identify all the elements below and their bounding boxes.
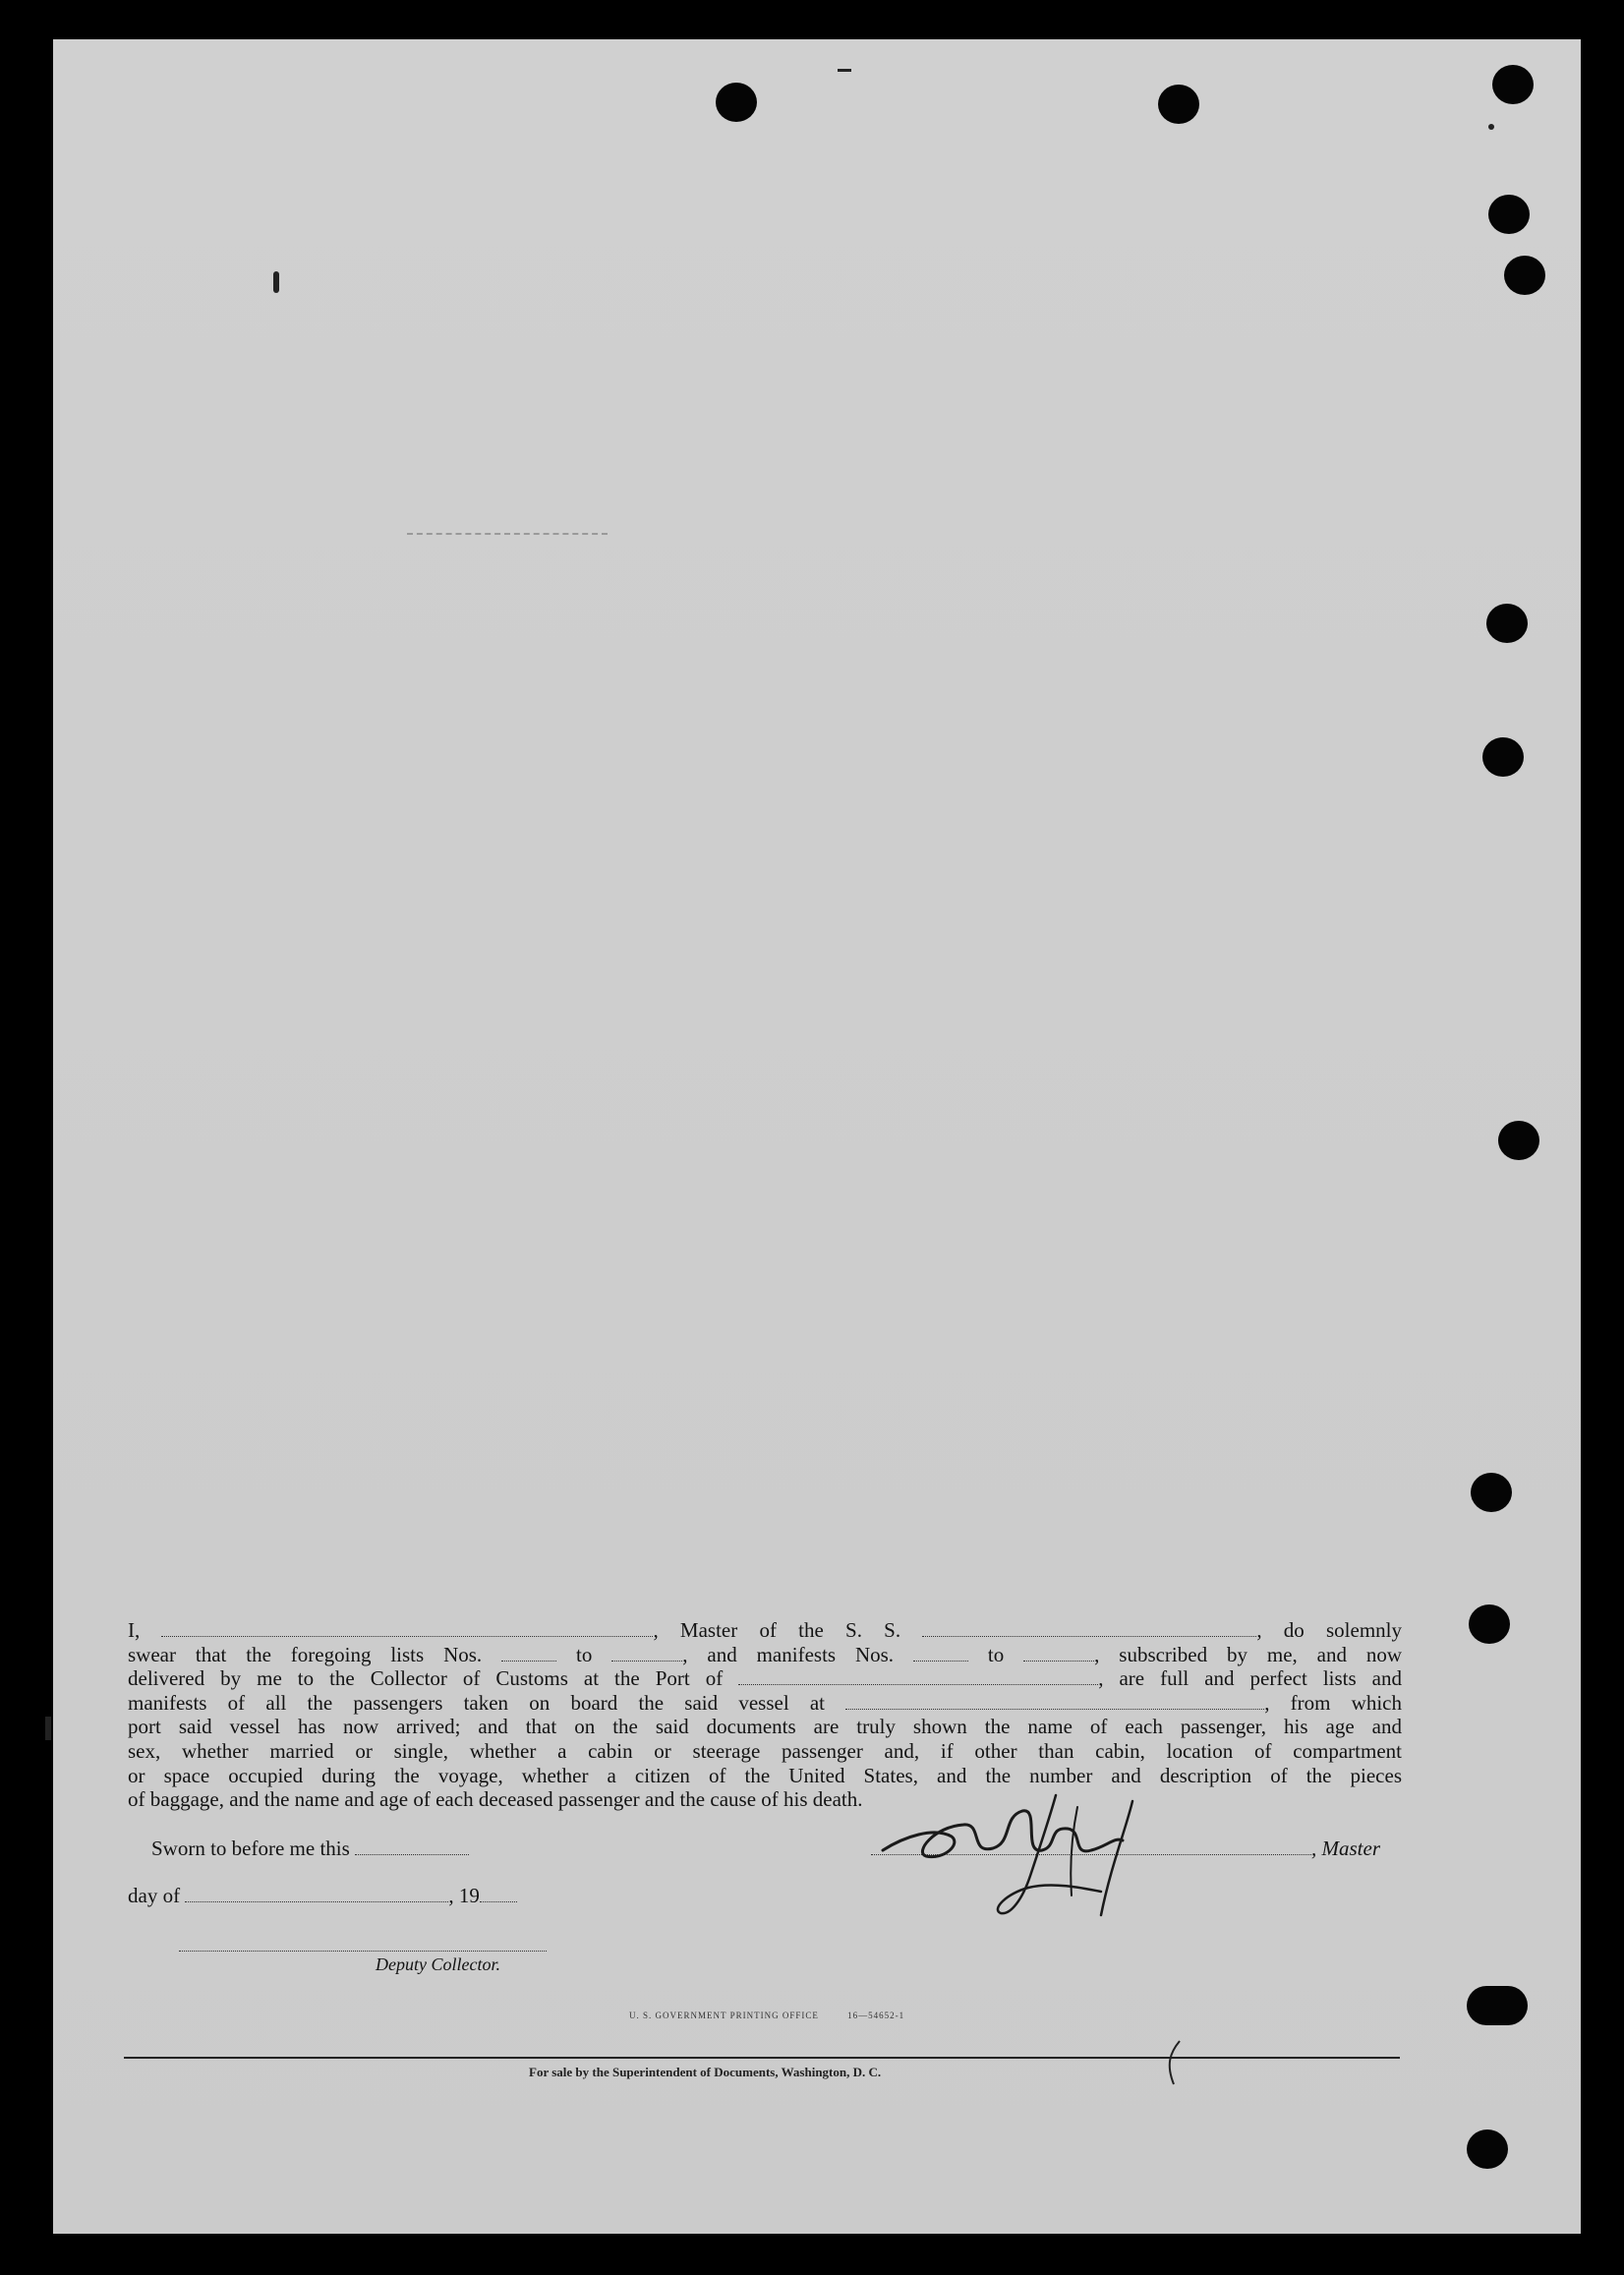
year-blank	[480, 1888, 517, 1902]
manifest-from-blank	[913, 1647, 968, 1662]
to-label: to	[987, 1642, 1005, 1666]
list-from-blank	[501, 1647, 556, 1662]
oath-paragraph	[128, 1618, 1402, 1812]
year-prefix: , 19	[448, 1884, 480, 1907]
port-blank	[738, 1670, 1098, 1685]
form-code: 16—54652-1	[847, 2011, 905, 2020]
oath-line-1	[128, 1618, 1402, 1643]
full-perfect-label: , are full and perfect lists and	[1098, 1666, 1402, 1691]
oath-line-3	[128, 1666, 1402, 1691]
master-of-label: , Master of the S. S.	[653, 1618, 901, 1642]
vessel-at-label: manifests of all the passengers taken on board the said vessel at	[128, 1690, 826, 1715]
subscribed-label: , subscribed by me, and now	[1094, 1642, 1403, 1666]
oath-line-5: port said vessel has now arrived; and that on the said documents are truly shown the name of each passenger, his age and	[128, 1715, 1402, 1739]
sworn-line	[151, 1837, 469, 1861]
punch-hole	[1469, 1604, 1510, 1644]
ink-speck	[1488, 124, 1494, 130]
oath-line-7: or space occupied during the voyage, whether a citizen of the United States, and the number and description of the pieces	[128, 1763, 1402, 1787]
bottom-rule	[124, 2057, 1400, 2059]
from-which-label: , from which	[1264, 1690, 1403, 1715]
oath-line-6: sex, whether married or single, whether a cabin or steerage passenger and, if other than cabin, location of compartment	[128, 1738, 1402, 1763]
punch-hole	[1488, 195, 1530, 234]
punch-hole	[1467, 1986, 1528, 2025]
punch-hole	[1482, 737, 1524, 777]
punch-hole	[1504, 256, 1545, 295]
sworn-label: Sworn to before me this	[151, 1837, 350, 1860]
port-label: delivered by me to the Collector of Customs at the Port of	[128, 1666, 724, 1691]
lists-nos-label: swear that the foregoing lists Nos.	[128, 1642, 483, 1666]
ink-speck	[45, 1717, 51, 1740]
day-of-label: day of	[128, 1884, 181, 1907]
master-label: , Master	[1311, 1837, 1380, 1860]
oath-line-4	[128, 1691, 1402, 1716]
ship-name-blank	[922, 1622, 1256, 1637]
to-label: to	[575, 1642, 593, 1666]
ink-speck	[273, 271, 279, 293]
punch-hole	[1486, 604, 1528, 643]
month-blank	[185, 1888, 448, 1902]
oath-line-8: of baggage, and the name and age of each deceased passenger and the cause of his death.	[128, 1787, 863, 1812]
manifest-to-blank	[1023, 1647, 1094, 1662]
punch-hole	[1467, 2129, 1508, 2169]
punch-hole	[1158, 85, 1199, 124]
punch-hole	[1471, 1473, 1512, 1512]
faint-dash-line	[407, 533, 608, 535]
manifests-nos-label: , and manifests Nos.	[682, 1642, 895, 1666]
oath-line-2	[128, 1643, 1402, 1667]
gpo-label: U. S. GOVERNMENT PRINTING OFFICE	[629, 2011, 819, 2020]
solemnly-label: , do solemnly	[1256, 1618, 1403, 1642]
printing-office-imprint	[629, 2011, 904, 2020]
deputy-signature-rule	[179, 1951, 547, 1952]
stray-mark	[1158, 2037, 1188, 2088]
list-to-blank	[611, 1647, 682, 1662]
punch-hole	[1498, 1121, 1539, 1160]
oath-i: I,	[128, 1618, 141, 1642]
punch-hole	[1492, 65, 1534, 104]
master-name-blank	[161, 1622, 653, 1637]
ink-speck	[838, 69, 851, 72]
sworn-day-blank	[355, 1840, 469, 1855]
master-signature	[875, 1778, 1170, 1925]
departure-port-blank	[845, 1695, 1264, 1710]
deputy-collector-label: Deputy Collector.	[376, 1954, 500, 1974]
for-sale-imprint: For sale by the Superintendent of Documents, Washington, D. C.	[529, 2065, 882, 2079]
day-of-line	[128, 1884, 517, 1908]
punch-hole	[716, 83, 757, 122]
